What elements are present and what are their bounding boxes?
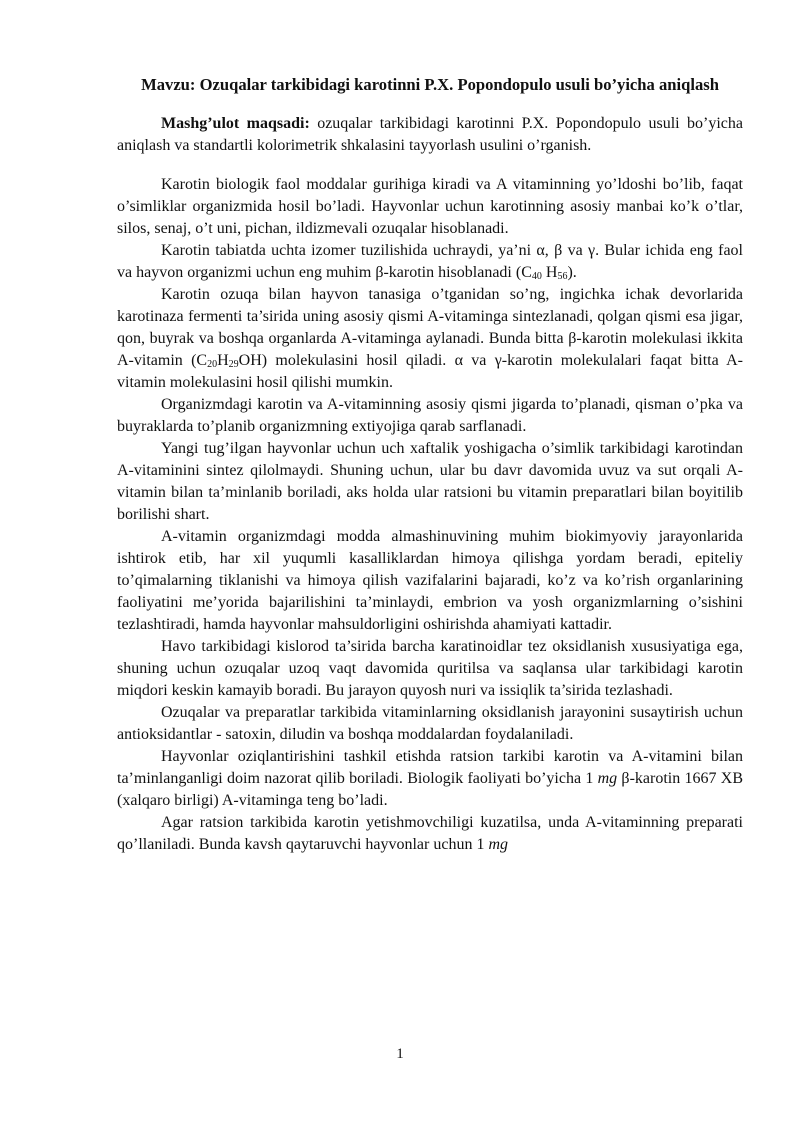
paragraph-6: A-vitamin organizmdagi modda almashinuvining muhim biokimyoviy jarayonlarida ishtirok etib, har xil yuqumli kasalliklardan himoya qilishga yordam beradi, epiteliy to’qimalarning tiklanishi va himoya qilish vazifalarini bajaradi, ko’z va ko’rish organlarining faoliyatini me’yorida bajarilishini ta’minlaydi, embrion va yosh organizmlarning o’sishini tezlashtiradi, hamda hayvonlar mahsuldorligini oshirishda ahamiyati kattadir.	[117, 528, 743, 633]
document-body	[117, 74, 743, 856]
page-number: 1	[396, 1046, 404, 1062]
paragraph-8: Ozuqalar va preparatlar tarkibida vitaminlarning oksidlanish jarayonini susaytirish uchun antioksidantlar - satoxin, diludin va boshqa moddalardan foydalaniladi.	[117, 704, 743, 743]
formula-element: H	[541, 264, 558, 281]
formula-subscript: 56	[557, 271, 568, 282]
paragraph-2-end: ).	[567, 264, 577, 281]
paragraph-10-text: Agar ratsion tarkibida karotin yetishmovchiligi kuzatilsa, unda A-vitaminning preparati qo’llaniladi. Bunda kavsh qaytaruvchi hayvonlar uchun 1	[117, 814, 743, 853]
paragraph-9-end: β-karotin 1667 XB (xalqaro birligi) A-vitaminga teng bo’ladi.	[117, 770, 743, 809]
formula-subscript: 29	[228, 359, 239, 370]
formula-element: H	[217, 352, 229, 369]
formula-subscript: 20	[207, 359, 218, 370]
formula-subscript: 40	[531, 271, 542, 282]
paragraph-5: Yangi tug’ilgan hayvonlar uchun uch xaftalik yoshigacha o’simlik tarkibidagi karotindan A-vitaminini sintez qilolmaydi. Shuning uchun, ular bu davr davomida uvuz va sut orqali A-vitamin bilan ta’minlanib boriladi, aks holda ular ratsioni bu vitamin preparatlari bilan boyitilib borilishi shart.	[117, 440, 743, 523]
unit-label: mg	[597, 770, 618, 787]
lesson-goal	[117, 113, 743, 157]
lesson-goal-text: ozuqalar tarkibidagi karotinni P.X. Popondopulo usuli bo’yicha aniqlash va standartli kolorimetrik shkalasini tayyorlash usulini o’rganish.	[117, 115, 743, 154]
unit-label: mg	[488, 836, 509, 853]
document-title: Mavzu: Ozuqalar tarkibidagi karotinni P.X. Popondopulo usuli bo’yicha aniqlash	[141, 75, 719, 94]
lesson-goal-label: Mashg’ulot maqsadi:	[161, 115, 310, 132]
paragraph-3	[117, 284, 743, 394]
paragraph-9-text: Hayvonlar oziqlantirishini tashkil etishda ratsion tarkibi karotin va A-vitamini bilan ta’minlanganligi doim nazorat qilib boriladi. Biologik faoliyati bo’yicha 1	[117, 748, 743, 787]
paragraph-3-end: OH) molekulasini hosil qiladi. α va γ-karotin molekulalari faqat bitta A-vitamin molekulasini hosil qilishi mumkin.	[117, 352, 744, 391]
paragraph-2	[117, 240, 743, 284]
paragraph-2-text: Karotin tabiatda uchta izomer tuzilishida uchraydi, ya’ni α, β va γ. Bular ichida eng faol va hayvon organizmi uchun eng muhim β-karotin hisoblanadi (C	[117, 242, 743, 281]
paragraph-9	[117, 746, 743, 812]
paragraph-1: Karotin biologik faol moddalar gurihiga kiradi va A vitaminning yo’ldoshi bo’lib, faqat o’simliklar organizmida hosil bo’ladi. Hayvonlar uchun karotinning asosiy manbai ko’k o’tlar, silos, senaj, o’t uni, pichan, ildizmevali ozuqalar hisoblanadi.	[117, 176, 743, 237]
paragraph-4: Organizmdagi karotin va A-vitaminning asosiy qismi jigarda to’planadi, qisman o’pka va buyraklarda to’planib organizmning extiyojiga qarab sarflanadi.	[117, 396, 743, 435]
paragraph-7: Havo tarkibidagi kislorod ta’sirida barcha karatinoidlar tez oksidlanish xususiyatiga ega, shuning uchun ozuqalar uzoq vaqt davomida quritilsa va saqlansa ular tarkibidagi karotin miqdori keskin kamayib boradi. Bu jarayon quyosh nuri va issiqlik ta’sirida tezlashadi.	[117, 638, 743, 699]
paragraph-3-text: Karotin ozuqa bilan hayvon tanasiga o’tganidan so’ng, ingichka ichak devorlarida karotinaza fermenti ta’sirida uning asosiy qismi A-vitaminga sintezlanadi, qolgan qismi esa jigar, qon, buyrak va boshqa organlarda A-vitaminga aylanadi. Bunda bitta β-karotin molekulasi ikkita A-vitamin (C	[117, 286, 743, 369]
paragraph-10	[117, 812, 743, 856]
